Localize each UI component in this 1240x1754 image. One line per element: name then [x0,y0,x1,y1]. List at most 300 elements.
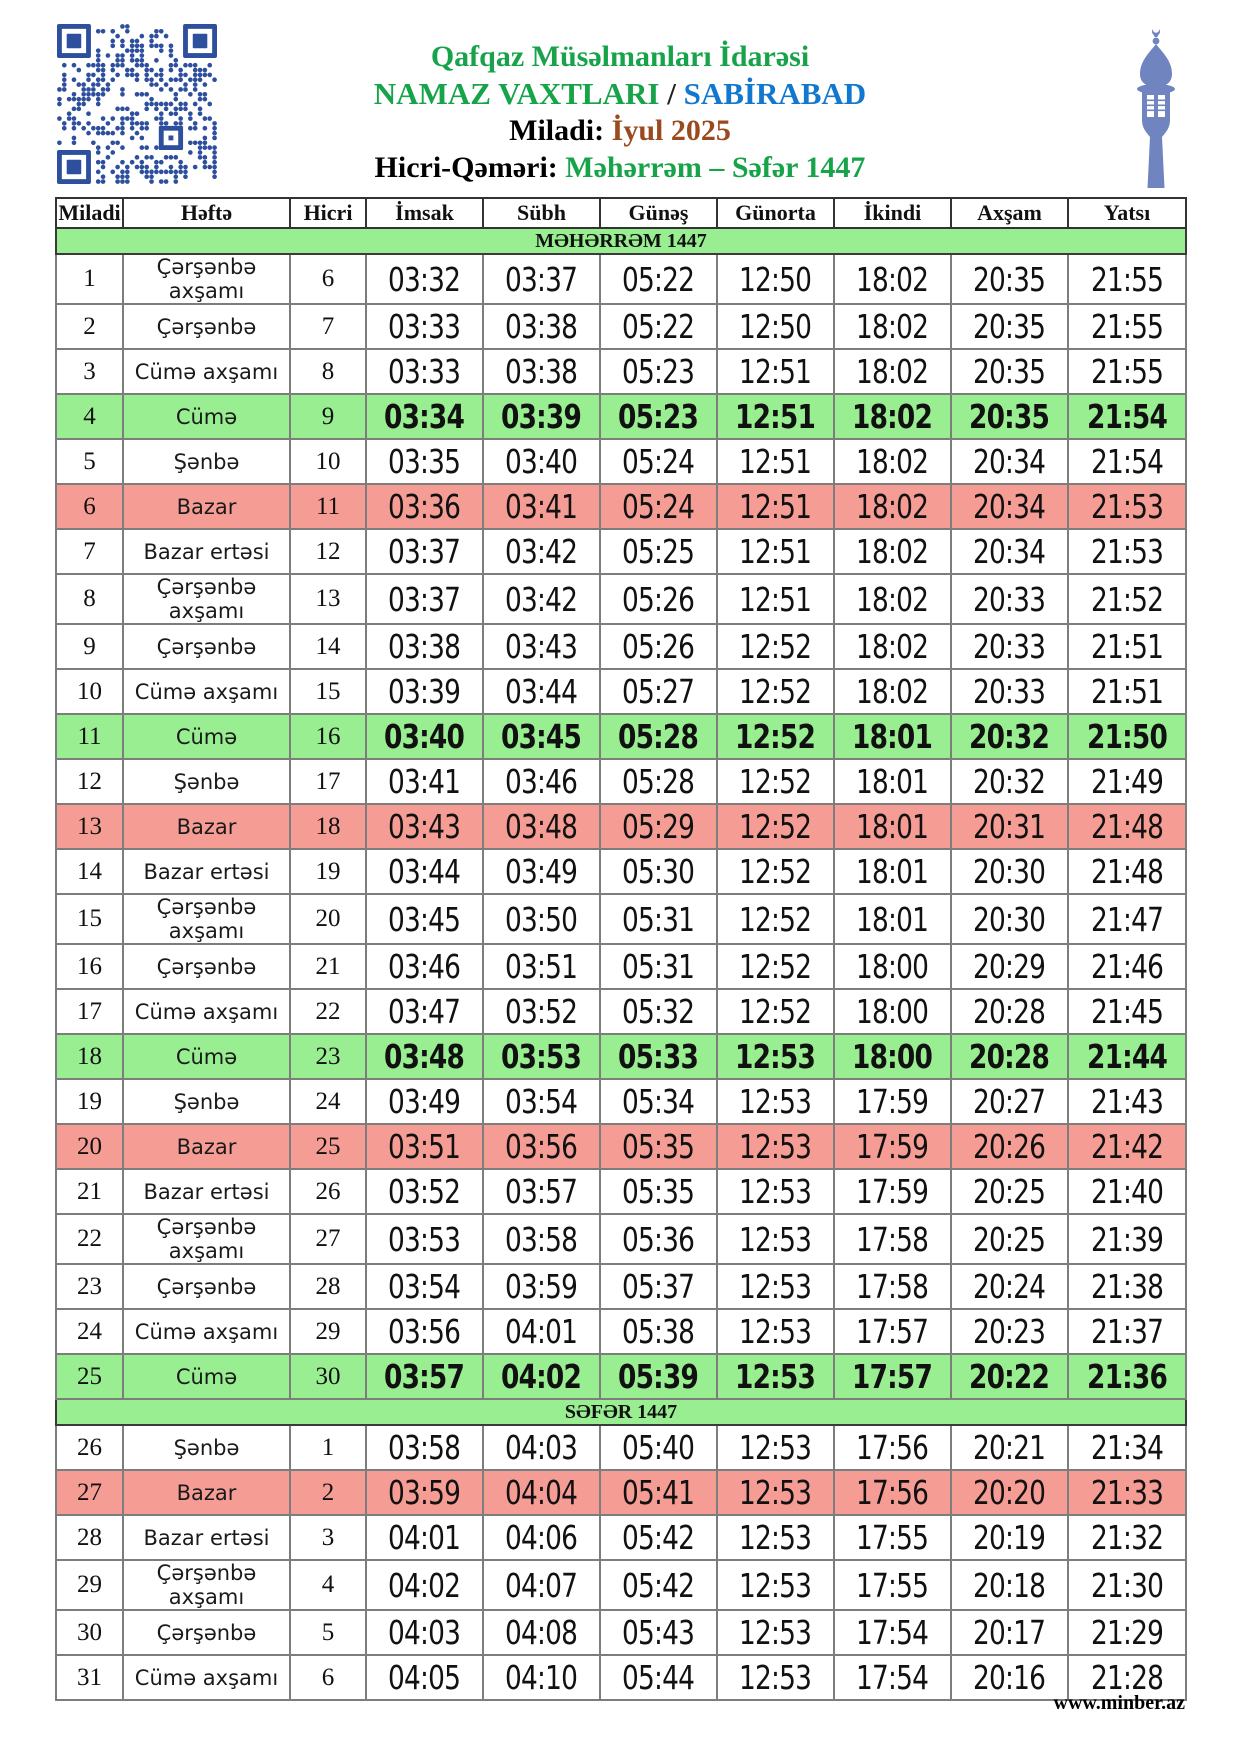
axsam-time-cell [951,849,1068,894]
time-value: 18:01 [856,852,929,891]
yatsi-time-cell [1068,1309,1186,1354]
weekday-cell: Çərşənbə [123,944,290,989]
axsam-time-cell [951,894,1068,944]
time-value: 12:53 [739,1219,812,1259]
time-value: 05:22 [622,259,695,299]
gunes-time-cell [600,989,717,1034]
ikindi-time-cell [834,484,951,529]
yatsi-time-cell [1068,529,1186,574]
time-value: 04:05 [388,1658,461,1697]
time-value: 03:57 [505,1172,578,1211]
time-value: 20:16 [973,1658,1046,1697]
time-value: 18:02 [856,579,929,619]
subh-time-cell [483,1515,600,1560]
hicri-date-cell: 24 [290,1079,366,1124]
time-value: 04:06 [505,1518,578,1557]
ikindi-time-cell [834,1079,951,1124]
subh-time-cell [483,894,600,944]
weekday-cell: Cümə axşamı [123,669,290,714]
gunes-time-cell [600,669,717,714]
time-value: 20:28 [969,1037,1050,1076]
weekday-cell: Cümə axşamı [123,1309,290,1354]
time-value: 04:04 [505,1473,578,1512]
gunes-time-cell [600,574,717,624]
time-value: 12:51 [739,579,812,619]
time-value: 20:33 [973,627,1046,666]
miladi-label: Miladi: [509,114,605,147]
prayer-row [56,1079,1186,1124]
time-value: 03:49 [505,852,578,891]
gunorta-time-cell [717,804,834,849]
time-value: 03:37 [388,579,461,619]
gunorta-time-cell [717,1169,834,1214]
prayer-row [56,1515,1186,1560]
time-value: 12:51 [739,352,812,391]
title-namaz: NAMAZ VAXTLARI [373,76,660,111]
hicri-date-cell: 19 [290,849,366,894]
time-value: 20:24 [973,1267,1046,1306]
gunes-time-cell [600,484,717,529]
gunorta-time-cell [717,669,834,714]
subh-time-cell [483,304,600,349]
time-value: 05:30 [622,852,695,891]
gunorta-time-cell [717,714,834,759]
subh-time-cell [483,1470,600,1515]
prayer-row [56,894,1186,944]
axsam-time-cell [951,394,1068,439]
time-value: 03:33 [388,352,461,391]
time-value: 03:44 [505,672,578,711]
time-value: 03:40 [384,717,465,756]
time-value: 05:43 [622,1613,695,1652]
ikindi-time-cell [834,1214,951,1264]
axsam-time-cell [951,1034,1068,1079]
time-value: 21:49 [1090,762,1164,801]
hicri-date-cell: 11 [290,484,366,529]
time-value: 20:30 [973,899,1046,939]
prayer-row [56,1610,1186,1655]
gunorta-time-cell [717,1214,834,1264]
time-value: 03:53 [388,1219,461,1259]
yatsi-time-cell [1068,1034,1186,1079]
time-value: 05:25 [622,532,695,571]
prayer-row [56,574,1186,624]
subh-time-cell [483,1034,600,1079]
imsak-time-cell [366,759,483,804]
hicri-date-cell: 20 [290,894,366,944]
yatsi-time-cell [1068,1610,1186,1655]
axsam-time-cell [951,1470,1068,1515]
yatsi-time-cell [1068,989,1186,1034]
hicri-date-cell: 30 [290,1354,366,1399]
gunes-time-cell [600,394,717,439]
ikindi-time-cell [834,849,951,894]
axsam-time-cell [951,624,1068,669]
weekday-cell: Cümə axşamı [123,989,290,1034]
weekday-cell: Cümə [123,1354,290,1399]
yatsi-time-cell [1068,849,1186,894]
time-value: 17:56 [856,1428,929,1467]
time-value: 12:53 [739,1658,812,1697]
imsak-time-cell [366,989,483,1034]
time-value: 03:37 [505,259,578,299]
yatsi-time-cell [1068,439,1186,484]
gunes-time-cell [600,849,717,894]
hicri-date-cell: 6 [290,1655,366,1700]
time-value: 05:42 [622,1518,695,1557]
month-section-row [56,1399,1186,1425]
subh-time-cell [483,574,600,624]
time-value: 21:55 [1090,307,1164,346]
time-value: 21:33 [1090,1473,1164,1512]
page-title [230,75,1010,112]
minaret-icon [1127,26,1185,188]
miladi-date-cell: 22 [56,1214,123,1264]
prayer-row [56,1354,1186,1399]
title-separator: / [667,76,676,111]
gunorta-time-cell [717,1264,834,1309]
weekday-cell: Bazar ertəsi [123,849,290,894]
time-value: 03:50 [505,899,578,939]
time-value: 18:02 [856,672,929,711]
time-value: 03:39 [388,672,461,711]
time-value: 12:53 [739,1127,812,1166]
column-header-imsak: İmsak [366,198,483,228]
gunorta-time-cell [717,1354,834,1399]
column-header-axsam: Axşam [951,198,1068,228]
ikindi-time-cell [834,304,951,349]
axsam-time-cell [951,1169,1068,1214]
axsam-time-cell [951,1354,1068,1399]
gunes-time-cell [600,944,717,989]
time-value: 12:51 [739,487,812,526]
time-value: 03:37 [388,532,461,571]
gunorta-time-cell [717,1309,834,1354]
imsak-time-cell [366,254,483,304]
miladi-date-cell: 3 [56,349,123,394]
prayer-row [56,1034,1186,1079]
prayer-row [56,1470,1186,1515]
subh-time-cell [483,1655,600,1700]
hicri-date-cell: 8 [290,349,366,394]
gunes-time-cell [600,759,717,804]
time-value: 21:40 [1090,1172,1164,1211]
time-value: 03:51 [388,1127,461,1166]
time-value: 21:38 [1090,1267,1164,1306]
time-value: 20:19 [973,1518,1046,1557]
prayer-row [56,759,1186,804]
time-value: 03:58 [505,1219,578,1259]
time-value: 03:47 [388,992,461,1031]
month-section-row [56,228,1186,254]
miladi-date-cell: 9 [56,624,123,669]
yatsi-time-cell [1068,759,1186,804]
time-value: 12:53 [739,1267,812,1306]
time-value: 20:32 [969,717,1050,756]
time-value: 20:30 [973,852,1046,891]
yatsi-time-cell [1068,1169,1186,1214]
gunes-time-cell [600,349,717,394]
ikindi-time-cell [834,759,951,804]
prayer-row [56,304,1186,349]
miladi-date-cell: 14 [56,849,123,894]
gunorta-time-cell [717,1560,834,1610]
weekday-cell: Cümə axşamı [123,1655,290,1700]
weekday-cell: Bazar ertəsi [123,1169,290,1214]
weekday-cell: Şənbə [123,439,290,484]
time-value: 05:23 [618,397,699,436]
time-value: 05:35 [622,1172,695,1211]
time-value: 05:39 [618,1357,699,1396]
subh-time-cell [483,394,600,439]
axsam-time-cell [951,529,1068,574]
ikindi-time-cell [834,1264,951,1309]
subh-time-cell [483,804,600,849]
time-value: 12:53 [739,1082,812,1121]
time-value: 18:02 [856,307,929,346]
subh-time-cell [483,1124,600,1169]
miladi-date-cell: 31 [56,1655,123,1700]
axsam-time-cell [951,574,1068,624]
miladi-date-cell: 4 [56,394,123,439]
ikindi-time-cell [834,1610,951,1655]
hicri-date-cell: 9 [290,394,366,439]
time-value: 18:00 [856,992,929,1031]
time-value: 05:40 [622,1428,695,1467]
time-value: 17:54 [856,1658,929,1697]
yatsi-time-cell [1068,1264,1186,1309]
time-value: 04:02 [501,1357,582,1396]
month-section-title: MƏHƏRRƏM 1447 [56,228,1186,254]
time-value: 21:44 [1086,1037,1168,1076]
imsak-time-cell [366,1034,483,1079]
imsak-time-cell [366,1655,483,1700]
time-value: 20:26 [973,1127,1046,1166]
subh-time-cell [483,1079,600,1124]
time-value: 20:27 [973,1082,1046,1121]
month-section-title: SƏFƏR 1447 [56,1399,1186,1425]
ikindi-time-cell [834,894,951,944]
gunes-time-cell [600,304,717,349]
yatsi-time-cell [1068,624,1186,669]
time-value: 12:51 [739,532,812,571]
column-header-gunorta: Günorta [717,198,834,228]
time-value: 05:28 [618,717,699,756]
time-value: 03:45 [388,899,461,939]
time-value: 05:37 [622,1267,695,1306]
time-value: 03:35 [388,442,461,481]
axsam-time-cell [951,1214,1068,1264]
prayer-row [56,1124,1186,1169]
time-value: 03:59 [505,1267,578,1306]
miladi-date-cell: 26 [56,1425,123,1470]
weekday-cell: Cümə [123,714,290,759]
column-header-hicri: Hicri [290,198,366,228]
time-value: 20:22 [969,1357,1050,1396]
miladi-line [230,112,1010,149]
time-value: 12:52 [739,807,812,846]
subh-time-cell [483,529,600,574]
time-value: 03:46 [388,947,461,986]
yatsi-time-cell [1068,1124,1186,1169]
axsam-time-cell [951,1425,1068,1470]
prayer-row [56,624,1186,669]
prayer-row [56,1655,1186,1700]
time-value: 03:40 [505,442,578,481]
ikindi-time-cell [834,1309,951,1354]
weekday-cell: Çərşənbə [123,1264,290,1309]
time-value: 17:55 [856,1565,929,1605]
time-value: 18:02 [856,259,929,299]
weekday-cell: Çərşənbə axşamı [123,1214,290,1264]
time-value: 03:33 [388,307,461,346]
imsak-time-cell [366,394,483,439]
time-value: 12:52 [739,947,812,986]
time-value: 03:39 [501,397,582,436]
weekday-cell: Bazar [123,1124,290,1169]
miladi-date-cell: 5 [56,439,123,484]
axsam-time-cell [951,759,1068,804]
time-value: 04:07 [505,1565,578,1605]
time-value: 21:48 [1090,807,1164,846]
imsak-time-cell [366,1610,483,1655]
time-value: 05:27 [622,672,695,711]
weekday-cell: Şənbə [123,1425,290,1470]
time-value: 03:56 [388,1312,461,1351]
miladi-date-cell: 19 [56,1079,123,1124]
time-value: 18:02 [856,532,929,571]
time-value: 03:42 [505,532,578,571]
time-value: 20:34 [973,532,1046,571]
axsam-time-cell [951,254,1068,304]
axsam-time-cell [951,944,1068,989]
yatsi-time-cell [1068,669,1186,714]
axsam-time-cell [951,1264,1068,1309]
miladi-date-cell: 23 [56,1264,123,1309]
weekday-cell: Şənbə [123,759,290,804]
gunes-time-cell [600,624,717,669]
axsam-time-cell [951,1124,1068,1169]
time-value: 18:02 [856,627,929,666]
time-value: 05:28 [622,762,695,801]
imsak-time-cell [366,439,483,484]
time-value: 20:35 [973,259,1046,299]
miladi-date-cell: 11 [56,714,123,759]
gunorta-time-cell [717,759,834,804]
subh-time-cell [483,714,600,759]
gunes-time-cell [600,1124,717,1169]
time-value: 03:41 [505,487,578,526]
imsak-time-cell [366,1264,483,1309]
prayer-row [56,944,1186,989]
ikindi-time-cell [834,1425,951,1470]
hicri-date-cell: 3 [290,1515,366,1560]
prayer-row [56,849,1186,894]
time-value: 20:33 [973,579,1046,619]
weekday-cell: Çərşənbə [123,624,290,669]
hicri-label: Hicri-Qəməri: [374,151,558,184]
time-value: 03:48 [384,1037,465,1076]
time-value: 20:21 [973,1428,1046,1467]
imsak-time-cell [366,1560,483,1610]
miladi-date-cell: 30 [56,1610,123,1655]
prayer-row [56,714,1186,759]
time-value: 21:32 [1090,1518,1164,1557]
miladi-date-cell: 25 [56,1354,123,1399]
time-value: 05:35 [622,1127,695,1166]
miladi-date-cell: 18 [56,1034,123,1079]
time-value: 21:55 [1090,352,1164,391]
column-header-gunes: Günəş [600,198,717,228]
time-value: 21:34 [1090,1428,1164,1467]
time-value: 03:54 [388,1267,461,1306]
ikindi-time-cell [834,944,951,989]
gunorta-time-cell [717,624,834,669]
time-value: 05:34 [622,1082,695,1121]
yatsi-time-cell [1068,1079,1186,1124]
time-value: 12:53 [739,1473,812,1512]
time-value: 21:29 [1090,1613,1164,1652]
time-value: 18:02 [856,487,929,526]
time-value: 21:51 [1090,672,1164,711]
column-header-miladi: Miladi [56,198,123,228]
miladi-date-cell: 17 [56,989,123,1034]
time-value: 04:08 [505,1613,578,1652]
time-value: 05:36 [622,1219,695,1259]
weekday-cell: Çərşənbə axşamı [123,894,290,944]
hicri-date-cell: 6 [290,254,366,304]
time-value: 12:52 [739,627,812,666]
ikindi-time-cell [834,349,951,394]
hicri-date-cell: 5 [290,1610,366,1655]
time-value: 12:52 [739,992,812,1031]
miladi-date-cell: 21 [56,1169,123,1214]
imsak-time-cell [366,624,483,669]
time-value: 21:47 [1090,899,1164,939]
time-value: 17:55 [856,1518,929,1557]
column-header-subh: Sübh [483,198,600,228]
gunorta-time-cell [717,1515,834,1560]
time-value: 21:37 [1090,1312,1164,1351]
time-value: 18:02 [856,442,929,481]
miladi-date-cell: 29 [56,1560,123,1610]
time-value: 17:57 [856,1312,929,1351]
gunes-time-cell [600,1214,717,1264]
gunorta-time-cell [717,574,834,624]
imsak-time-cell [366,1169,483,1214]
yatsi-time-cell [1068,1560,1186,1610]
time-value: 21:46 [1090,947,1164,986]
miladi-date-cell: 2 [56,304,123,349]
axsam-time-cell [951,1515,1068,1560]
time-value: 03:56 [505,1127,578,1166]
miladi-date-cell: 10 [56,669,123,714]
yatsi-time-cell [1068,944,1186,989]
ikindi-time-cell [834,1655,951,1700]
prayer-row [56,1169,1186,1214]
subh-time-cell [483,669,600,714]
time-value: 17:58 [856,1219,929,1259]
yatsi-time-cell [1068,1214,1186,1264]
yatsi-time-cell [1068,714,1186,759]
time-value: 04:02 [388,1565,461,1605]
subh-time-cell [483,944,600,989]
ikindi-time-cell [834,1034,951,1079]
ikindi-time-cell [834,1354,951,1399]
miladi-date-cell: 8 [56,574,123,624]
hicri-date-cell: 21 [290,944,366,989]
imsak-time-cell [366,1124,483,1169]
